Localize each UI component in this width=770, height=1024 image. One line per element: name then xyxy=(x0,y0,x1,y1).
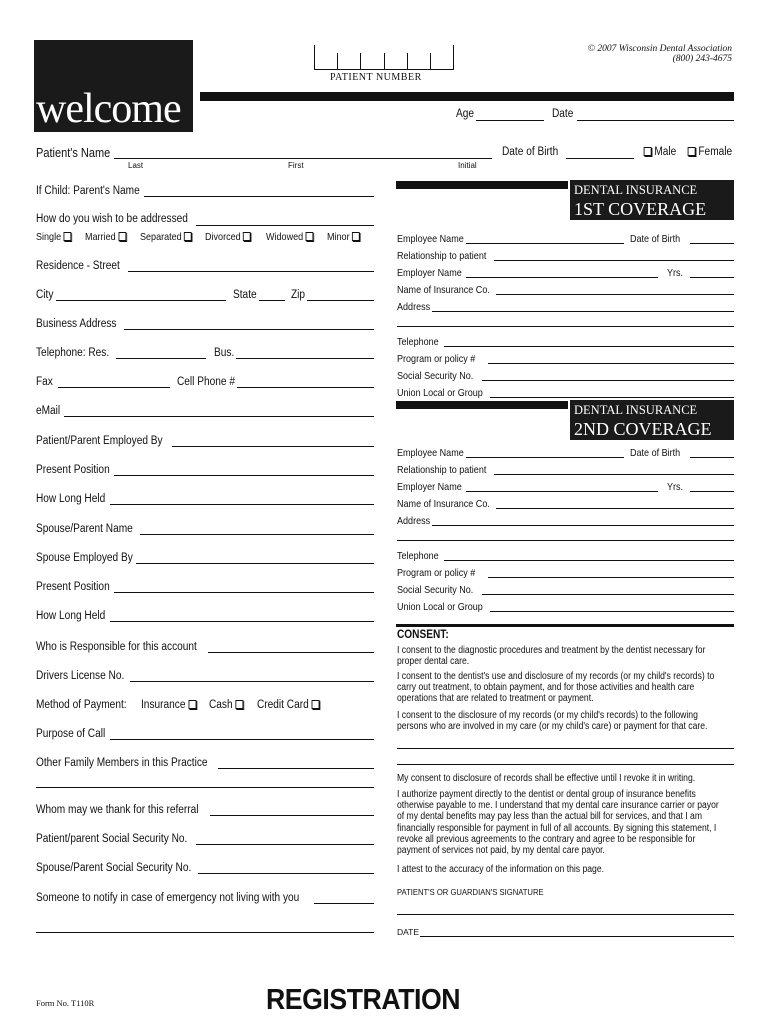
ins1-dob-field[interactable] xyxy=(690,243,734,244)
ins1-union-label: Union Local or Group xyxy=(397,387,483,399)
ins1-employee-label: Employee Name xyxy=(397,233,464,245)
phone: (800) 243-4675 xyxy=(672,54,732,64)
ins2-ssn-field[interactable] xyxy=(482,594,734,595)
ins2-address-label: Address xyxy=(397,515,431,527)
spouse-name-field[interactable] xyxy=(140,534,374,535)
patient-name-label: Patient's Name xyxy=(36,146,111,160)
ins1-company-label: Name of Insurance Co. xyxy=(397,284,490,296)
emergency-label: Someone to notify in case of emergency not living with you xyxy=(36,892,300,904)
signature-label: PATIENT'S OR GUARDIAN'S SIGNATURE xyxy=(397,887,544,897)
ins2-union-label: Union Local or Group xyxy=(397,601,483,613)
header-bar xyxy=(200,92,734,101)
divorced-checkbox[interactable] xyxy=(243,232,251,241)
fax-field[interactable] xyxy=(58,387,170,388)
credit-card-checkbox[interactable] xyxy=(311,700,319,709)
marital-divorced[interactable]: Divorced xyxy=(205,231,251,243)
signature-date-label: DATE xyxy=(397,927,420,937)
consent-p6: I attest to the accuracy of the information on this page. xyxy=(397,864,605,875)
ins2-dob-label: Date of Birth xyxy=(630,447,681,459)
first-label: First xyxy=(288,161,304,170)
present-position2-label: Present Position xyxy=(36,581,110,593)
ins1-employer-label: Employer Name xyxy=(397,267,462,279)
widowed-checkbox[interactable] xyxy=(306,232,314,241)
state-label: State xyxy=(233,289,257,301)
business-address-label: Business Address xyxy=(36,318,117,330)
email-field[interactable] xyxy=(64,416,374,417)
purpose-label: Purpose of Call xyxy=(36,728,106,740)
consent-rule xyxy=(396,624,734,627)
consent-p3: I consent to the disclosure of my records (or my child's records) to the following persons who are involved in my care (or my child's care) or payment for that care. xyxy=(397,710,708,733)
zip-field[interactable] xyxy=(307,300,374,301)
business-address-field[interactable] xyxy=(124,329,374,330)
ins2-ssn-label: Social Security No. xyxy=(397,584,474,596)
ins2-title-small: DENTAL INSURANCE xyxy=(574,403,698,417)
spouse-ssn-field[interactable] xyxy=(198,873,374,874)
ins2-policy-label: Program or policy # xyxy=(397,567,476,579)
dob-field[interactable] xyxy=(566,158,634,159)
city-label: City xyxy=(36,289,54,301)
emergency-field[interactable] xyxy=(314,903,374,904)
ins2-bar xyxy=(396,401,568,409)
cash-checkbox[interactable] xyxy=(235,700,243,709)
female-checkbox[interactable] xyxy=(688,147,696,156)
male-checkbox[interactable] xyxy=(644,147,652,156)
patient-ssn-field[interactable] xyxy=(196,844,374,845)
referral-label: Whom may we thank for this referral xyxy=(36,804,199,816)
tel-res-field[interactable] xyxy=(116,358,206,359)
consent-persons-field-2[interactable] xyxy=(397,764,734,765)
bus-label: Bus. xyxy=(214,347,235,359)
ins1-employer-field[interactable] xyxy=(466,277,658,278)
ins1-employee-field[interactable] xyxy=(466,243,624,244)
how-long2-field[interactable] xyxy=(110,621,374,622)
ins2-dob-field[interactable] xyxy=(690,457,734,458)
present-position-field[interactable] xyxy=(114,475,374,476)
cell-field[interactable] xyxy=(237,387,374,388)
ins2-relationship-field[interactable] xyxy=(494,474,734,475)
insurance-checkbox[interactable] xyxy=(188,700,196,709)
ins2-employee-label: Employee Name xyxy=(397,447,464,459)
bus-field[interactable] xyxy=(236,358,374,359)
email-label: eMail xyxy=(36,405,61,417)
fax-label: Fax xyxy=(36,376,53,388)
ins2-union-field[interactable] xyxy=(490,611,734,612)
age-field[interactable] xyxy=(476,120,544,121)
form-number: Form No. T110R xyxy=(36,998,95,1008)
ins1-address-field[interactable] xyxy=(432,311,734,312)
ins1-bar xyxy=(396,181,568,189)
welcome-title: welcome xyxy=(36,86,181,132)
ins2-employee-field[interactable] xyxy=(466,457,624,458)
signature-field[interactable] xyxy=(397,914,734,915)
residence-field[interactable] xyxy=(128,271,374,272)
age-label: Age xyxy=(456,108,475,120)
separated-checkbox[interactable] xyxy=(184,232,192,241)
ins2-telephone-field[interactable] xyxy=(444,560,734,561)
marital-minor[interactable]: Minor xyxy=(327,231,360,243)
ins1-union-field[interactable] xyxy=(490,397,734,398)
minor-checkbox[interactable] xyxy=(352,232,360,241)
last-label: Last xyxy=(128,161,144,170)
how-long-field[interactable] xyxy=(110,504,374,505)
zip-label: Zip xyxy=(291,289,306,301)
ins2-company-field[interactable] xyxy=(496,508,734,509)
family-field[interactable] xyxy=(218,768,374,769)
copyright: © 2007 Wisconsin Dental Association xyxy=(587,44,732,54)
marital-married[interactable]: Married xyxy=(85,231,126,243)
emergency-field-2[interactable] xyxy=(36,932,374,933)
spouse-name-label: Spouse/Parent Name xyxy=(36,523,133,535)
how-long-label: How Long Held xyxy=(36,493,106,505)
parents-name-field[interactable] xyxy=(144,196,374,197)
ins1-policy-field[interactable] xyxy=(488,363,734,364)
ins2-title-big: 2ND COVERAGE xyxy=(574,419,712,439)
ins1-relationship-label: Relationship to patient xyxy=(397,250,487,262)
ins2-telephone-label: Telephone xyxy=(397,550,439,562)
signature-date-field[interactable] xyxy=(420,936,734,937)
ins1-title-small: DENTAL INSURANCE xyxy=(574,183,698,197)
ins1-address-field-2[interactable] xyxy=(397,326,734,327)
ins1-ssn-label: Social Security No. xyxy=(397,370,474,382)
parents-name-label: If Child: Parent's Name xyxy=(36,185,140,197)
ins1-relationship-field[interactable] xyxy=(494,260,734,261)
married-checkbox[interactable] xyxy=(118,232,126,241)
ins1-header xyxy=(570,180,734,220)
purpose-field[interactable] xyxy=(110,739,374,740)
family-field-2[interactable] xyxy=(36,787,374,788)
state-field[interactable] xyxy=(259,300,285,301)
patient-ssn-label: Patient/parent Social Security No. xyxy=(36,833,188,845)
registration-title: REGISTRATION xyxy=(266,984,461,1016)
payment-label: Method of Payment: xyxy=(36,699,127,711)
family-label: Other Family Members in this Practice xyxy=(36,757,208,769)
cell-label: Cell Phone # xyxy=(177,376,235,388)
ins2-header xyxy=(570,400,734,440)
ins2-yrs-field[interactable] xyxy=(690,491,734,492)
patient-number-label: PATIENT NUMBER xyxy=(330,72,422,83)
welcome-banner xyxy=(34,40,193,132)
spouse-employed-field[interactable] xyxy=(136,563,374,564)
ins1-yrs-field[interactable] xyxy=(690,277,734,278)
payment-credit-card[interactable]: Credit Card xyxy=(257,699,319,711)
license-label: Drivers License No. xyxy=(36,670,125,682)
spouse-employed-label: Spouse Employed By xyxy=(36,552,133,564)
ins2-yrs-label: Yrs. xyxy=(667,481,684,493)
female-option[interactable]: Female xyxy=(685,146,732,158)
city-field[interactable] xyxy=(56,300,226,301)
addressed-label: How do you wish to be addressed xyxy=(36,213,188,225)
present-position-label: Present Position xyxy=(36,464,110,476)
consent-p2: I consent to the dentist's use and disclosure of my records (or my child's records) to carry out treatment, to obtain payment, and for those activities and health care operations that are related to treatment or payment. xyxy=(397,671,715,705)
patient-name-field[interactable] xyxy=(114,158,492,159)
spouse-ssn-label: Spouse/Parent Social Security No. xyxy=(36,862,192,874)
single-checkbox[interactable] xyxy=(64,232,72,241)
addressed-field[interactable] xyxy=(196,225,374,226)
ins1-telephone-label: Telephone xyxy=(397,336,439,348)
consent-p4: My consent to disclosure of records shall be effective until I revoke it in writing. xyxy=(397,773,696,784)
ins1-telephone-field[interactable] xyxy=(444,346,734,347)
consent-persons-field[interactable] xyxy=(397,748,734,749)
consent-title: CONSENT: xyxy=(397,629,449,641)
ins2-address-field-2[interactable] xyxy=(397,540,734,541)
residence-label: Residence - Street xyxy=(36,260,120,272)
dob-label: Date of Birth xyxy=(502,146,559,158)
tel-res-label: Telephone: Res. xyxy=(36,347,110,359)
present-position2-field[interactable] xyxy=(114,592,374,593)
responsible-label: Who is Responsible for this account xyxy=(36,641,197,653)
ins2-employer-field[interactable] xyxy=(466,491,658,492)
consent-p5: I authorize payment directly to the dentist or dental group of insurance benefits otherwise payable to me. I understand that my dental care insurance carrier or payor of my dental benefits may pay less than the actual bill for services, and that I am financially responsible for payment in full of all accounts. By signing this statement, I revoke all previous agreements to the contrary and agree to be responsible for payment of services not paid, by my dental care payor. xyxy=(397,789,719,857)
referral-field[interactable] xyxy=(210,815,374,816)
employed-by-label: Patient/Parent Employed By xyxy=(36,435,163,447)
payment-insurance[interactable]: Insurance xyxy=(141,699,196,711)
ins1-company-field[interactable] xyxy=(496,294,734,295)
patient-number-boxes[interactable] xyxy=(314,45,454,70)
ins2-employer-label: Employer Name xyxy=(397,481,462,493)
date-label: Date xyxy=(552,108,574,120)
responsible-field[interactable] xyxy=(208,652,374,653)
how-long2-label: How Long Held xyxy=(36,610,106,622)
marital-separated[interactable]: Separated xyxy=(140,231,192,243)
employed-by-field[interactable] xyxy=(172,446,374,447)
date-field[interactable] xyxy=(577,120,734,121)
initial-label: Initial xyxy=(458,161,477,170)
ins1-yrs-label: Yrs. xyxy=(667,267,684,279)
ins2-address-field[interactable] xyxy=(432,525,734,526)
ins2-company-label: Name of Insurance Co. xyxy=(397,498,490,510)
ins1-address-label: Address xyxy=(397,301,431,313)
ins2-relationship-label: Relationship to patient xyxy=(397,464,487,476)
license-field[interactable] xyxy=(130,681,374,682)
marital-single[interactable]: Single xyxy=(36,231,71,243)
ins1-title-big: 1ST COVERAGE xyxy=(574,199,707,219)
marital-widowed[interactable]: Widowed xyxy=(266,231,313,243)
consent-p1: I consent to the diagnostic procedures and treatment by the dentist necessary for proper dental care. xyxy=(397,645,706,668)
ins1-dob-label: Date of Birth xyxy=(630,233,681,245)
male-option[interactable]: Male xyxy=(641,146,676,158)
ins1-ssn-field[interactable] xyxy=(482,380,734,381)
ins1-policy-label: Program or policy # xyxy=(397,353,476,365)
ins2-policy-field[interactable] xyxy=(488,577,734,578)
payment-cash[interactable]: Cash xyxy=(209,699,243,711)
